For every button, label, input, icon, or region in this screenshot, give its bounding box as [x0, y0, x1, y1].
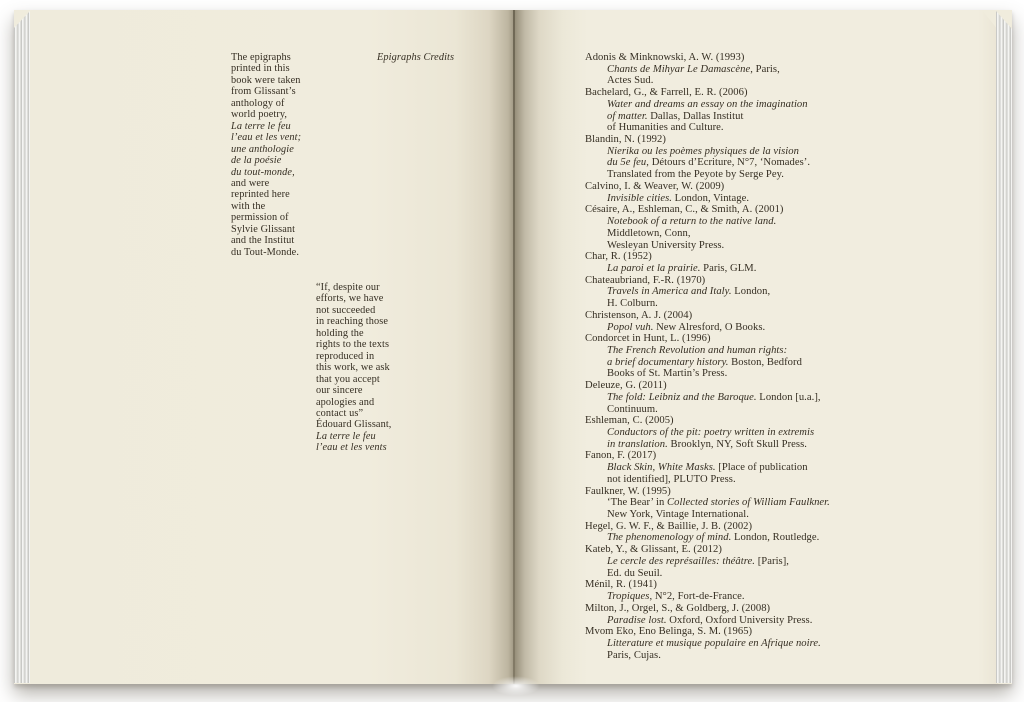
- bib-title-segment: The French Revolution and human rights:: [607, 344, 788, 356]
- bib-entry: [585, 204, 945, 251]
- bib-entry-head: Ménil, R. (1941): [585, 579, 658, 591]
- bib-entry-line: [585, 568, 945, 580]
- bib-title-segment: Water and dreams an essay on the imagination: [607, 98, 808, 110]
- bib-entry-line: [585, 99, 945, 111]
- bib-entry: [585, 181, 945, 204]
- bib-entry-line: [585, 298, 945, 310]
- gutter-bottom-highlight: [492, 676, 540, 696]
- bib-entry-line: [585, 497, 945, 509]
- bib-entry-head: Condorcet in Hunt, L. (1996): [585, 333, 711, 345]
- bib-text-segment: London,: [731, 286, 771, 298]
- credits-line: une anthologie: [231, 143, 294, 155]
- bib-text-segment: London [u.a.],: [756, 391, 821, 403]
- bib-entry-line: [585, 345, 945, 357]
- quote-line: efforts, we have: [316, 293, 384, 305]
- bib-text-segment: Ed. du Seuil.: [607, 567, 663, 579]
- bib-entry-line: [585, 439, 945, 451]
- bib-title-segment: du 5e feu: [607, 157, 647, 169]
- bib-title-segment: Invisible cities.: [607, 192, 672, 204]
- bib-entry: [585, 87, 945, 134]
- bib-entry-line: [585, 193, 945, 205]
- quote-line: apologies and: [316, 396, 375, 408]
- bib-entry-line: [585, 357, 945, 369]
- quote-line: Édouard Glissant,: [316, 419, 392, 431]
- bib-text-segment: not identified], PLUTO Press.: [607, 473, 736, 485]
- credits-line: permission of: [231, 212, 289, 224]
- bib-text-segment: London, Vintage.: [671, 192, 750, 204]
- quote-line: “If, despite our: [316, 282, 380, 293]
- bib-title-segment: Conductors of the pit: poetry written in extremis: [607, 427, 815, 438]
- bib-entry: [585, 415, 945, 450]
- bib-text-segment: , N°2, Fort-de-France.: [649, 591, 745, 603]
- bib-title-segment: Paradise lost.: [607, 614, 667, 626]
- bib-entry-line: [585, 75, 945, 87]
- bib-text-segment: Dallas, Dallas Institut: [647, 110, 744, 122]
- bib-title-segment: in translation.: [607, 438, 668, 450]
- bib-title-segment: Tropiques: [607, 591, 650, 603]
- bib-text-segment: Translated from the Peyote by Serge Pey.: [607, 169, 784, 181]
- bib-entry-line: [585, 556, 945, 568]
- bib-text-segment: London, Routledge.: [731, 532, 820, 544]
- bib-entry-head: Adonis & Minknowski, A. W. (1993): [585, 52, 745, 63]
- bib-entry-head: Bachelard, G., & Farrell, E. R. (2006): [585, 87, 748, 99]
- bib-title-segment: Le cercle des représailles: théâtre.: [607, 555, 756, 567]
- bib-title-segment: Black Skin, White Masks.: [607, 462, 716, 474]
- bib-entry: [585, 544, 945, 579]
- bib-title-segment: a brief documentary history.: [607, 356, 729, 368]
- bib-entry: [585, 310, 945, 333]
- bib-entry: [585, 251, 945, 274]
- quote-line: La terre le feu: [316, 430, 376, 442]
- credits-line: anthology of: [231, 97, 285, 109]
- bib-entry-line: [585, 404, 945, 416]
- page-edges-right: [996, 11, 1012, 683]
- bib-text-segment: of Humanities and Culture.: [607, 122, 724, 134]
- bib-text-segment: New Alresford, O Books.: [653, 321, 766, 333]
- quote-line: not succeeded: [316, 304, 376, 316]
- bib-text-segment: [Paris],: [755, 555, 790, 567]
- bib-entry: [585, 521, 945, 544]
- bib-entry-line: [585, 615, 945, 627]
- credits-note: [231, 52, 301, 258]
- bib-text-segment: Paris, GLM.: [700, 262, 757, 274]
- quote-line: holding the: [316, 327, 364, 339]
- bib-entry-line: [585, 263, 945, 275]
- bib-title-segment: Collected stories of William Faulkner.: [667, 497, 830, 509]
- bib-entry-line: [585, 650, 945, 662]
- credits-line: book were taken: [231, 74, 301, 86]
- bib-entry-head: Char, R. (1952): [585, 251, 652, 263]
- bib-text-segment: [Place of publication: [715, 462, 808, 474]
- bib-title-segment: The phenomenology of mind.: [607, 532, 732, 544]
- bib-entry: [585, 275, 945, 310]
- bib-entry-line: [585, 111, 945, 123]
- bib-text-segment: New York, Vintage International.: [607, 509, 749, 521]
- bib-text-segment: ‘The Bear’ in: [607, 497, 668, 509]
- bib-entry-line: [585, 240, 945, 252]
- bib-entry: [585, 579, 945, 602]
- bib-entry-head: Calvino, I. & Weaver, W. (2009): [585, 180, 725, 192]
- bib-title-segment: Popol vuh.: [607, 321, 654, 333]
- quote-line: reproduced in: [316, 350, 375, 362]
- bib-entry-head: Fanon, F. (2017): [585, 450, 657, 462]
- quote-line: this work, we ask: [316, 362, 390, 374]
- bib-entry-line: [585, 474, 945, 486]
- bib-title-segment: of matter.: [607, 110, 648, 122]
- credits-line: l’eau et les vent;: [231, 132, 302, 144]
- bib-entry-line: [585, 64, 945, 76]
- credits-line: du tout-monde,: [231, 166, 295, 178]
- bib-entry-line: [585, 146, 945, 158]
- credits-line: de la poésie: [231, 155, 282, 167]
- bib-entry: [585, 52, 945, 87]
- bib-text-segment: Brooklyn, NY, Soft Skull Press.: [667, 438, 807, 450]
- bib-entry: [585, 134, 945, 181]
- bib-entry-head: Kateb, Y., & Glissant, E. (2012): [585, 544, 722, 556]
- bib-entry-line: [585, 216, 945, 228]
- bib-text-segment: Middletown, Conn,: [607, 227, 691, 239]
- bib-entry-head: Faulkner, W. (1995): [585, 485, 671, 497]
- credits-line: printed in this: [231, 63, 290, 75]
- bib-title-segment: Nierika ou les poèmes physiques de la vision: [607, 145, 799, 157]
- bib-entry: [585, 333, 945, 380]
- book-gutter: [513, 10, 515, 684]
- credits-line: The epigraphs: [231, 52, 291, 63]
- credits-line: with the: [231, 200, 266, 212]
- bib-text-segment: , Paris,: [750, 63, 780, 75]
- bib-entry-head: Césaire, A., Eshleman, C., & Smith, A. (2001): [585, 204, 784, 216]
- running-head: Epigraphs Credits: [377, 52, 455, 63]
- bib-title-segment: Litterature et musique populaire en Afrique noire.: [607, 637, 821, 649]
- bib-entry-head: Mvom Eko, Eno Belinga, S. M. (1965): [585, 626, 753, 638]
- bib-entry-head: Eshleman, C. (2005): [585, 415, 674, 427]
- bib-entry-line: [585, 157, 945, 169]
- bib-text-segment: Actes Sud.: [607, 75, 654, 87]
- bib-title-segment: La paroi et la prairie.: [607, 262, 701, 274]
- bib-title-segment: Travels in America and Italy.: [607, 286, 732, 298]
- quote-line: in reaching those: [316, 316, 389, 328]
- credits-line: reprinted here: [231, 189, 290, 201]
- bib-entry: [585, 626, 945, 661]
- bib-text-segment: Boston, Bedford: [728, 356, 802, 368]
- bib-entry-line: [585, 591, 945, 603]
- bib-text-segment: , Détours d’Ecriture, N°7, ‘Nomades’.: [646, 157, 811, 169]
- bib-text-segment: Books of St. Martin’s Press.: [607, 368, 728, 380]
- quote-line: contact us”: [316, 407, 364, 419]
- credits-line: Sylvie Glissant: [231, 223, 296, 235]
- bib-entry-head: Milton, J., Orgel, S., & Goldberg, J. (2008): [585, 602, 771, 614]
- bib-entry: [585, 486, 945, 521]
- bib-text-segment: Wesleyan University Press.: [607, 239, 725, 251]
- bib-entry-line: [585, 368, 945, 380]
- bib-text-segment: Oxford, Oxford University Press.: [666, 614, 813, 626]
- bib-entry-head: Deleuze, G. (2011): [585, 380, 667, 392]
- bibliography-list: [585, 52, 945, 661]
- quote-line: l’eau et les vents: [316, 442, 387, 454]
- bib-entry-line: [585, 322, 945, 334]
- bib-entry-line: [585, 228, 945, 240]
- book-spread: [14, 10, 1012, 684]
- credits-line: La terre le feu: [231, 120, 291, 132]
- credits-line: world poetry,: [231, 109, 288, 121]
- bib-entry-head: Blandin, N. (1992): [585, 134, 666, 146]
- bib-title-segment: The fold: Leibniz and the Baroque.: [607, 391, 757, 403]
- bib-entry-line: [585, 169, 945, 181]
- epigraph-quote: [316, 282, 391, 454]
- bib-title-segment: Chants de Mihyar Le Damascène: [607, 63, 751, 75]
- credits-line: du Tout-Monde.: [231, 246, 299, 258]
- credits-line: and the Institut: [231, 235, 295, 247]
- credits-line: and were: [231, 177, 270, 189]
- bib-entry-head: Hegel, G. W. F., & Baillie, J. B. (2002): [585, 520, 753, 532]
- bib-title-segment: Notebook of a return to the native land.: [607, 216, 777, 228]
- bib-entry-line: [585, 638, 945, 650]
- bib-text-segment: Paris, Cujas.: [607, 649, 661, 661]
- quote-line: rights to the texts: [316, 339, 390, 351]
- bib-entry-line: [585, 462, 945, 474]
- bib-entry: [585, 380, 945, 415]
- bib-entry: [585, 603, 945, 626]
- bib-entry-line: [585, 427, 945, 439]
- bib-entry-head: Chateaubriand, F.-R. (1970): [585, 274, 706, 286]
- quote-line: our sincere: [316, 385, 363, 397]
- quote-line: that you accept: [316, 373, 380, 385]
- bib-entry-line: [585, 532, 945, 544]
- bib-entry-line: [585, 122, 945, 134]
- page-edges-left: [14, 11, 30, 683]
- bib-entry-line: [585, 509, 945, 521]
- bib-text-segment: Continuum.: [607, 403, 658, 415]
- bib-entry-line: [585, 392, 945, 404]
- credits-line: from Glissant’s: [231, 86, 296, 98]
- bib-entry-head: Christenson, A. J. (2004): [585, 309, 693, 321]
- bib-text-segment: H. Colburn.: [607, 298, 658, 310]
- bib-entry: [585, 450, 945, 485]
- bib-entry-line: [585, 286, 945, 298]
